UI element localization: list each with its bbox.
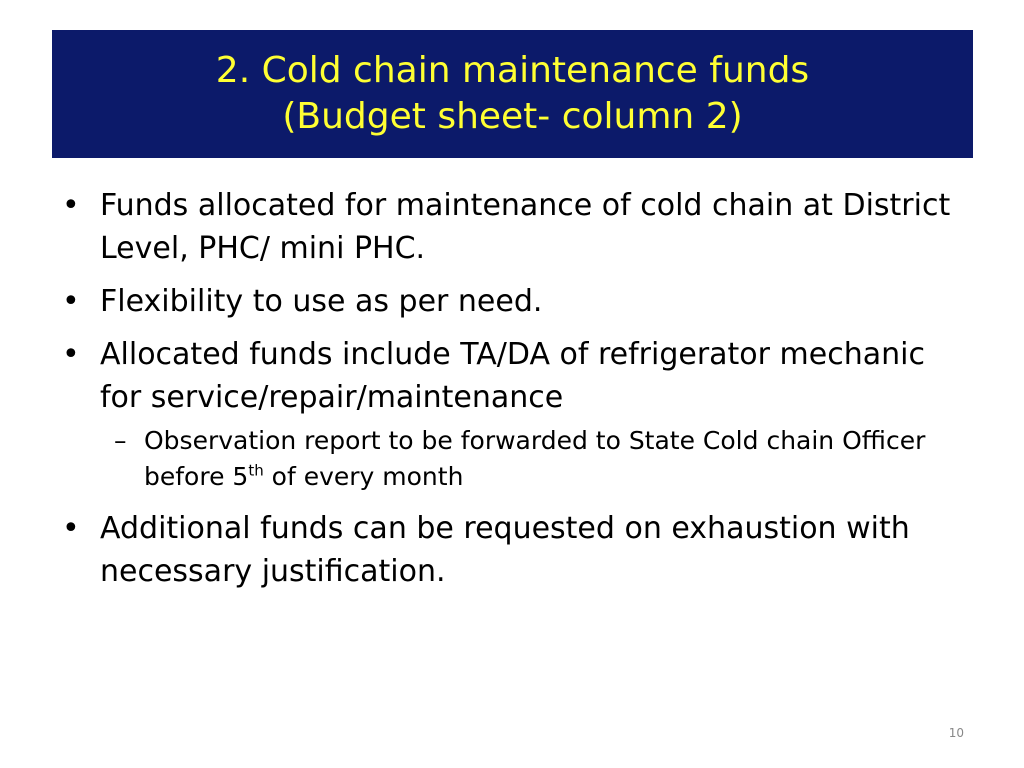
bullet-glyph: •: [62, 511, 80, 546]
title-banner: [52, 30, 973, 158]
slide-title-line-1: 2. Cold chain maintenance funds: [215, 50, 810, 91]
bullet-list: [62, 184, 962, 603]
bullet-item: [62, 333, 962, 419]
page-number: 10: [948, 726, 964, 740]
bullet-text: Allocated funds include TA/DA of refrigerator mechanic for service/repair/maintenance: [100, 337, 925, 415]
bullet-item: [62, 280, 962, 323]
bullet-text: Additional funds can be requested on exhaustion with necessary justification.: [100, 511, 910, 589]
bullet-glyph: •: [62, 337, 80, 372]
slide-title-line-2: (Budget sheet- column 2): [282, 96, 743, 137]
sub-bullet-superscript: th: [248, 461, 264, 480]
sub-bullet-text: Observation report to be forwarded to State Cold chain Officer before 5: [144, 426, 926, 491]
sub-bullet-glyph: –: [114, 426, 127, 455]
sub-bullet-item: [114, 423, 962, 495]
bullet-text: Funds allocated for maintenance of cold chain at District Level, PHC/ mini PHC.: [100, 188, 951, 266]
bullet-glyph: •: [62, 284, 80, 319]
bullet-text: Flexibility to use as per need.: [100, 284, 543, 319]
bullet-item: [62, 184, 962, 270]
bullet-item: [62, 507, 962, 593]
bullet-glyph: •: [62, 188, 80, 223]
sub-bullet-text-end: of every month: [263, 462, 464, 491]
